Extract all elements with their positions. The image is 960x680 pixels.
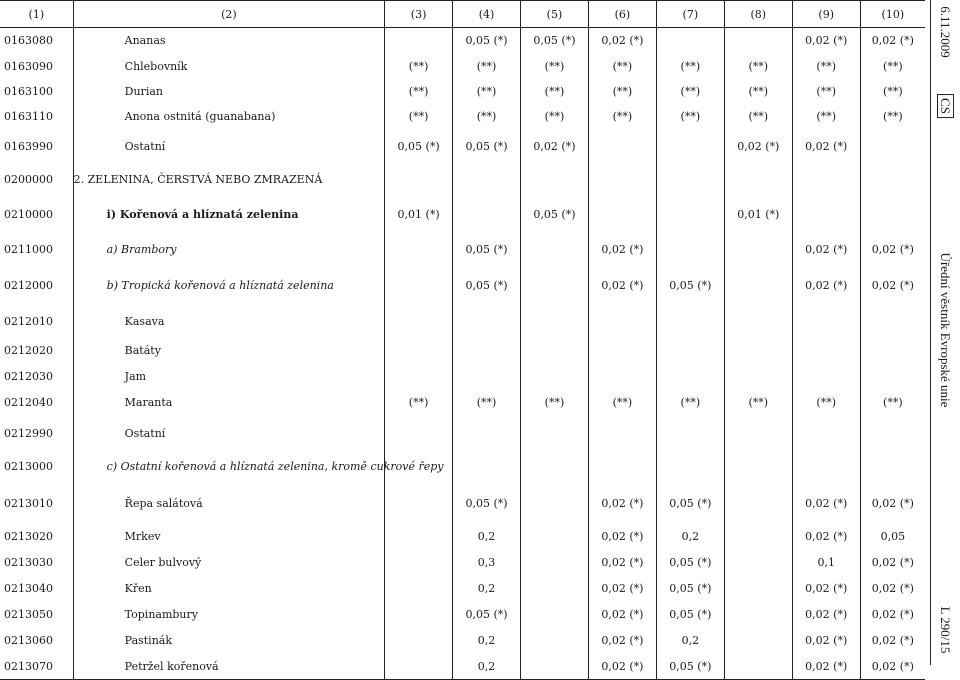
mrl-value: [521, 550, 589, 576]
mrl-value: 0,05 (*): [385, 129, 453, 164]
mrl-value: 0,05 (*): [656, 602, 724, 628]
mrl-value: [521, 164, 589, 196]
mrl-value: [724, 628, 792, 654]
mrl-value: 0,2: [453, 576, 521, 602]
mrl-value: (**): [792, 79, 860, 104]
mrl-value: 0,02 (*): [792, 28, 860, 54]
mrl-value: [724, 483, 792, 524]
product-description: 2. ZELENINA, ČERSTVÁ NEBO ZMRAZENÁ: [73, 164, 384, 196]
product-code: 0163110: [4, 109, 53, 123]
mrl-value: 0,02 (*): [860, 654, 925, 680]
mrl-value: [521, 233, 589, 266]
table-row: [0, 28, 925, 54]
product-description: Ananas: [73, 28, 384, 54]
mrl-value: [453, 416, 521, 451]
mrl-value: 0,02 (*): [860, 550, 925, 576]
mrl-value: 0,02 (*): [588, 233, 656, 266]
product-code: 0200000: [4, 173, 53, 186]
mrl-value: [385, 602, 453, 628]
mrl-value: [656, 233, 724, 266]
issue-page-number: L 290/15: [938, 606, 953, 654]
mrl-value: [656, 196, 724, 233]
product-description: Pastinák: [73, 628, 384, 654]
mrl-value: [521, 364, 589, 390]
mrl-value: [521, 524, 589, 550]
mrl-value: [385, 654, 453, 680]
product-description: Topinambury: [73, 602, 384, 628]
mrl-value: (**): [656, 104, 724, 129]
mrl-value: [521, 338, 589, 364]
product-code: 0212990: [4, 426, 53, 440]
table-row: [0, 338, 925, 364]
table-row: [0, 129, 925, 164]
product-code: 0212000: [4, 279, 53, 292]
mrl-value: (**): [792, 104, 860, 129]
mrl-value: [792, 416, 860, 451]
mrl-value: 0,02 (*): [860, 602, 925, 628]
mrl-value: (**): [860, 390, 925, 416]
table-row: [0, 654, 925, 680]
product-description: Jam: [73, 364, 384, 390]
mrl-value: 0,02 (*): [860, 628, 925, 654]
product-code: 0213060: [4, 634, 53, 647]
mrl-value: [792, 196, 860, 233]
product-code: 0213030: [4, 556, 53, 569]
table-row: [0, 576, 925, 602]
mrl-value: (**): [724, 104, 792, 129]
mrl-value: [453, 364, 521, 390]
column-header: (8): [724, 1, 792, 28]
mrl-value: [656, 451, 724, 483]
mrl-value: [521, 602, 589, 628]
column-header-row: [0, 1, 925, 28]
column-header: (4): [453, 1, 521, 28]
mrl-value: 0,02 (*): [860, 576, 925, 602]
language-code: [937, 94, 953, 118]
table-row: [0, 104, 925, 129]
mrl-value: 0,02 (*): [792, 654, 860, 680]
mrl-value: 0,02 (*): [588, 524, 656, 550]
product-code: 0213010: [4, 496, 53, 510]
mrl-value: [724, 576, 792, 602]
column-header: (5): [521, 1, 589, 28]
mrl-value: [588, 364, 656, 390]
table-row: [0, 416, 925, 451]
mrl-value: (**): [453, 390, 521, 416]
mrl-value: [588, 306, 656, 338]
mrl-value: (**): [656, 79, 724, 104]
mrl-value: (**): [656, 390, 724, 416]
mrl-value: (**): [588, 104, 656, 129]
mrl-value: [724, 338, 792, 364]
mrl-value: (**): [453, 54, 521, 79]
table-row: [0, 233, 925, 266]
mrl-value: 0,05 (*): [521, 28, 589, 54]
product-description: Durian: [73, 79, 384, 104]
mrl-value: 0,05 (*): [453, 129, 521, 164]
column-header: (3): [385, 1, 453, 28]
product-description: Křen: [73, 576, 384, 602]
mrl-value: [521, 451, 589, 483]
product-description: Batáty: [73, 338, 384, 364]
mrl-value: [588, 416, 656, 451]
mrl-value: [521, 483, 589, 524]
mrl-value: [724, 550, 792, 576]
publication-date: 6.11.2009: [938, 6, 953, 58]
table-row: [0, 164, 925, 196]
table-row: [0, 483, 925, 524]
mrl-value: [521, 266, 589, 306]
mrl-value: [724, 164, 792, 196]
mrl-value: 0,02 (*): [792, 266, 860, 306]
mrl-value: [521, 306, 589, 338]
mrl-value: (**): [588, 54, 656, 79]
mrl-value: [860, 129, 925, 164]
mrl-value: [385, 628, 453, 654]
mrl-value: 0,05 (*): [656, 654, 724, 680]
mrl-value: 0,02 (*): [792, 483, 860, 524]
mrl-value: 0,02 (*): [588, 654, 656, 680]
mrl-value: [588, 451, 656, 483]
mrl-value: 0,01 (*): [385, 196, 453, 233]
column-header: (1): [0, 1, 73, 28]
table-row: [0, 550, 925, 576]
product-description: Petržel kořenová: [73, 654, 384, 680]
mrl-value: (**): [385, 79, 453, 104]
mrl-value: [724, 28, 792, 54]
mrl-value: 0,05 (*): [453, 483, 521, 524]
mrl-value: (**): [588, 79, 656, 104]
mrl-value: (**): [521, 54, 589, 79]
mrl-value: [724, 524, 792, 550]
mrl-value: (**): [860, 54, 925, 79]
mrl-value: 0,2: [453, 628, 521, 654]
mrl-value: [860, 306, 925, 338]
mrl-value: [724, 451, 792, 483]
mrl-value: [588, 129, 656, 164]
mrl-value: [453, 338, 521, 364]
table-row: [0, 628, 925, 654]
mrl-value: [792, 306, 860, 338]
mrl-value: [521, 654, 589, 680]
mrl-value: (**): [860, 104, 925, 129]
mrl-value: [453, 306, 521, 338]
mrl-value: 0,02 (*): [724, 129, 792, 164]
mrl-value: 0,05 (*): [521, 196, 589, 233]
product-description: Chlebovník: [73, 54, 384, 79]
mrl-value: 0,05 (*): [453, 266, 521, 306]
mrl-value: [385, 266, 453, 306]
mrl-value: 0,05 (*): [453, 602, 521, 628]
table-row: [0, 364, 925, 390]
column-header: (7): [656, 1, 724, 28]
mrl-value: 0,02 (*): [521, 129, 589, 164]
mrl-value: (**): [453, 79, 521, 104]
mrl-value: 0,02 (*): [588, 483, 656, 524]
product-code: 0212020: [4, 344, 53, 357]
product-code: 0213070: [0, 654, 73, 680]
mrl-value: [521, 628, 589, 654]
product-code: 0210000: [4, 207, 53, 221]
mrl-value: 0,2: [656, 524, 724, 550]
mrl-value: 0,02 (*): [792, 602, 860, 628]
mrl-value: 0,02 (*): [792, 628, 860, 654]
mrl-value: [656, 338, 724, 364]
mrl-value: [656, 364, 724, 390]
mrl-value: 0,05: [860, 524, 925, 550]
mrl-value: 0,2: [453, 524, 521, 550]
table-row: [0, 196, 925, 233]
mrl-value: [656, 306, 724, 338]
mrl-value: 0,02 (*): [588, 28, 656, 54]
mrl-value: (**): [860, 79, 925, 104]
table-row: [0, 451, 925, 483]
mrl-value: [385, 338, 453, 364]
mrl-value: 0,02 (*): [588, 266, 656, 306]
mrl-value: [385, 233, 453, 266]
table-row: [0, 79, 925, 104]
mrl-value: (**): [656, 54, 724, 79]
mrl-value: [860, 416, 925, 451]
mrl-value: [656, 416, 724, 451]
mrl-value: [385, 364, 453, 390]
mrl-value: (**): [521, 79, 589, 104]
product-code: 0212030: [4, 370, 53, 383]
mrl-value: 0,2: [453, 654, 521, 680]
mrl-value: [385, 550, 453, 576]
product-description: Anona ostnitá (guanabana): [73, 104, 384, 129]
mrl-value: [792, 451, 860, 483]
product-code: 0213000: [4, 460, 53, 473]
mrl-value: 0,02 (*): [792, 524, 860, 550]
margin-sidebar: [930, 0, 959, 665]
mrl-value: 0,05 (*): [656, 483, 724, 524]
product-code: 0163090: [4, 59, 53, 73]
product-code: 0212040: [4, 396, 53, 409]
mrl-value: 0,05 (*): [453, 28, 521, 54]
mrl-value: [385, 164, 453, 196]
mrl-value: [656, 164, 724, 196]
column-header: (9): [792, 1, 860, 28]
product-code: 0163990: [4, 139, 53, 153]
column-header: (6): [588, 1, 656, 28]
mrl-value: [860, 451, 925, 483]
product-description: Celer bulvový: [73, 550, 384, 576]
mrl-value: 0,05 (*): [656, 550, 724, 576]
mrl-value: 0,02 (*): [860, 483, 925, 524]
product-description: Mrkev: [73, 524, 384, 550]
mrl-value: (**): [792, 54, 860, 79]
mrl-value: [385, 416, 453, 451]
mrl-value: [724, 266, 792, 306]
mrl-value: [521, 416, 589, 451]
column-header: (2): [73, 1, 384, 28]
mrl-value: (**): [385, 54, 453, 79]
mrl-value: (**): [724, 390, 792, 416]
mrl-value: 0,02 (*): [588, 576, 656, 602]
mrl-value: [724, 416, 792, 451]
mrl-value: [792, 338, 860, 364]
mrl-value: 0,05 (*): [453, 233, 521, 266]
mrl-value: [724, 654, 792, 680]
column-header: (10): [860, 1, 925, 28]
product-description: c) Ostatní kořenová a hlíznatá zelenina, kromě cukrové řepy: [73, 451, 384, 483]
mrl-value: 0,05 (*): [656, 576, 724, 602]
mrl-value: (**): [385, 390, 453, 416]
product-description: Ostatní: [73, 129, 384, 164]
mrl-value: [724, 306, 792, 338]
mrl-value: 0,05 (*): [656, 266, 724, 306]
mrl-value: (**): [792, 390, 860, 416]
mrl-value: (**): [521, 390, 589, 416]
mrl-value: 0,02 (*): [860, 233, 925, 266]
mrl-value: 0,02 (*): [588, 550, 656, 576]
mrl-value: 0,02 (*): [588, 602, 656, 628]
mrl-value: [860, 196, 925, 233]
mrl-value: 0,02 (*): [792, 233, 860, 266]
mrl-value: [792, 364, 860, 390]
mrl-value: (**): [521, 104, 589, 129]
table-row: [0, 390, 925, 416]
mrl-value: 0,2: [656, 628, 724, 654]
mrl-value: [385, 483, 453, 524]
table-row: [0, 524, 925, 550]
product-code: 0163100: [4, 84, 53, 98]
journal-title: Úřední věstník Evropské unie: [938, 252, 953, 408]
mrl-value: [792, 164, 860, 196]
mrl-value: 0,02 (*): [792, 129, 860, 164]
product-description: Ostatní: [73, 416, 384, 451]
product-description: Řepa salátová: [73, 483, 384, 524]
product-code: 0163080: [4, 34, 53, 48]
table-row: [0, 266, 925, 306]
mrl-value: (**): [385, 104, 453, 129]
mrl-value: [453, 196, 521, 233]
mrl-value: [656, 129, 724, 164]
product-description: Kasava: [73, 306, 384, 338]
mrl-value: [724, 602, 792, 628]
mrl-value: [385, 524, 453, 550]
mrl-value: [588, 196, 656, 233]
product-code: 0213050: [4, 608, 53, 621]
mrl-value: [860, 338, 925, 364]
mrl-value: [385, 306, 453, 338]
table-row: [0, 306, 925, 338]
mrl-value: [656, 28, 724, 54]
mrl-value: (**): [588, 390, 656, 416]
language-code-box: CS: [937, 94, 954, 118]
table-row: [0, 54, 925, 79]
mrl-value: [453, 164, 521, 196]
table-row: [0, 602, 925, 628]
mrl-value: 0,3: [453, 550, 521, 576]
mrl-value: 0,02 (*): [792, 576, 860, 602]
mrl-value: 0,1: [792, 550, 860, 576]
product-description: a) Brambory: [73, 233, 384, 266]
product-description: i) Kořenová a hlíznatá zelenina: [73, 196, 384, 233]
mrl-value: [860, 164, 925, 196]
mrl-value: [588, 164, 656, 196]
mrl-value: [385, 28, 453, 54]
mrl-value: (**): [453, 104, 521, 129]
mrl-value: [453, 451, 521, 483]
mrl-value: 0,02 (*): [860, 266, 925, 306]
product-code: 0212010: [4, 315, 53, 328]
mrl-value: 0,02 (*): [860, 28, 925, 54]
mrl-value: [385, 576, 453, 602]
product-code: 0211000: [4, 242, 53, 256]
product-code: 0213020: [4, 530, 53, 543]
mrl-value: [860, 364, 925, 390]
mrl-value: (**): [724, 79, 792, 104]
product-description: Maranta: [73, 390, 384, 416]
mrl-value: (**): [724, 54, 792, 79]
mrl-value: [521, 576, 589, 602]
product-description: b) Tropická kořenová a hlíznatá zelenina: [73, 266, 384, 306]
product-code: 0213040: [4, 582, 53, 595]
mrl-value: [588, 338, 656, 364]
mrl-value: 0,01 (*): [724, 196, 792, 233]
mrl-value: [724, 364, 792, 390]
mrl-value: 0,02 (*): [588, 628, 656, 654]
mrl-value: [724, 233, 792, 266]
